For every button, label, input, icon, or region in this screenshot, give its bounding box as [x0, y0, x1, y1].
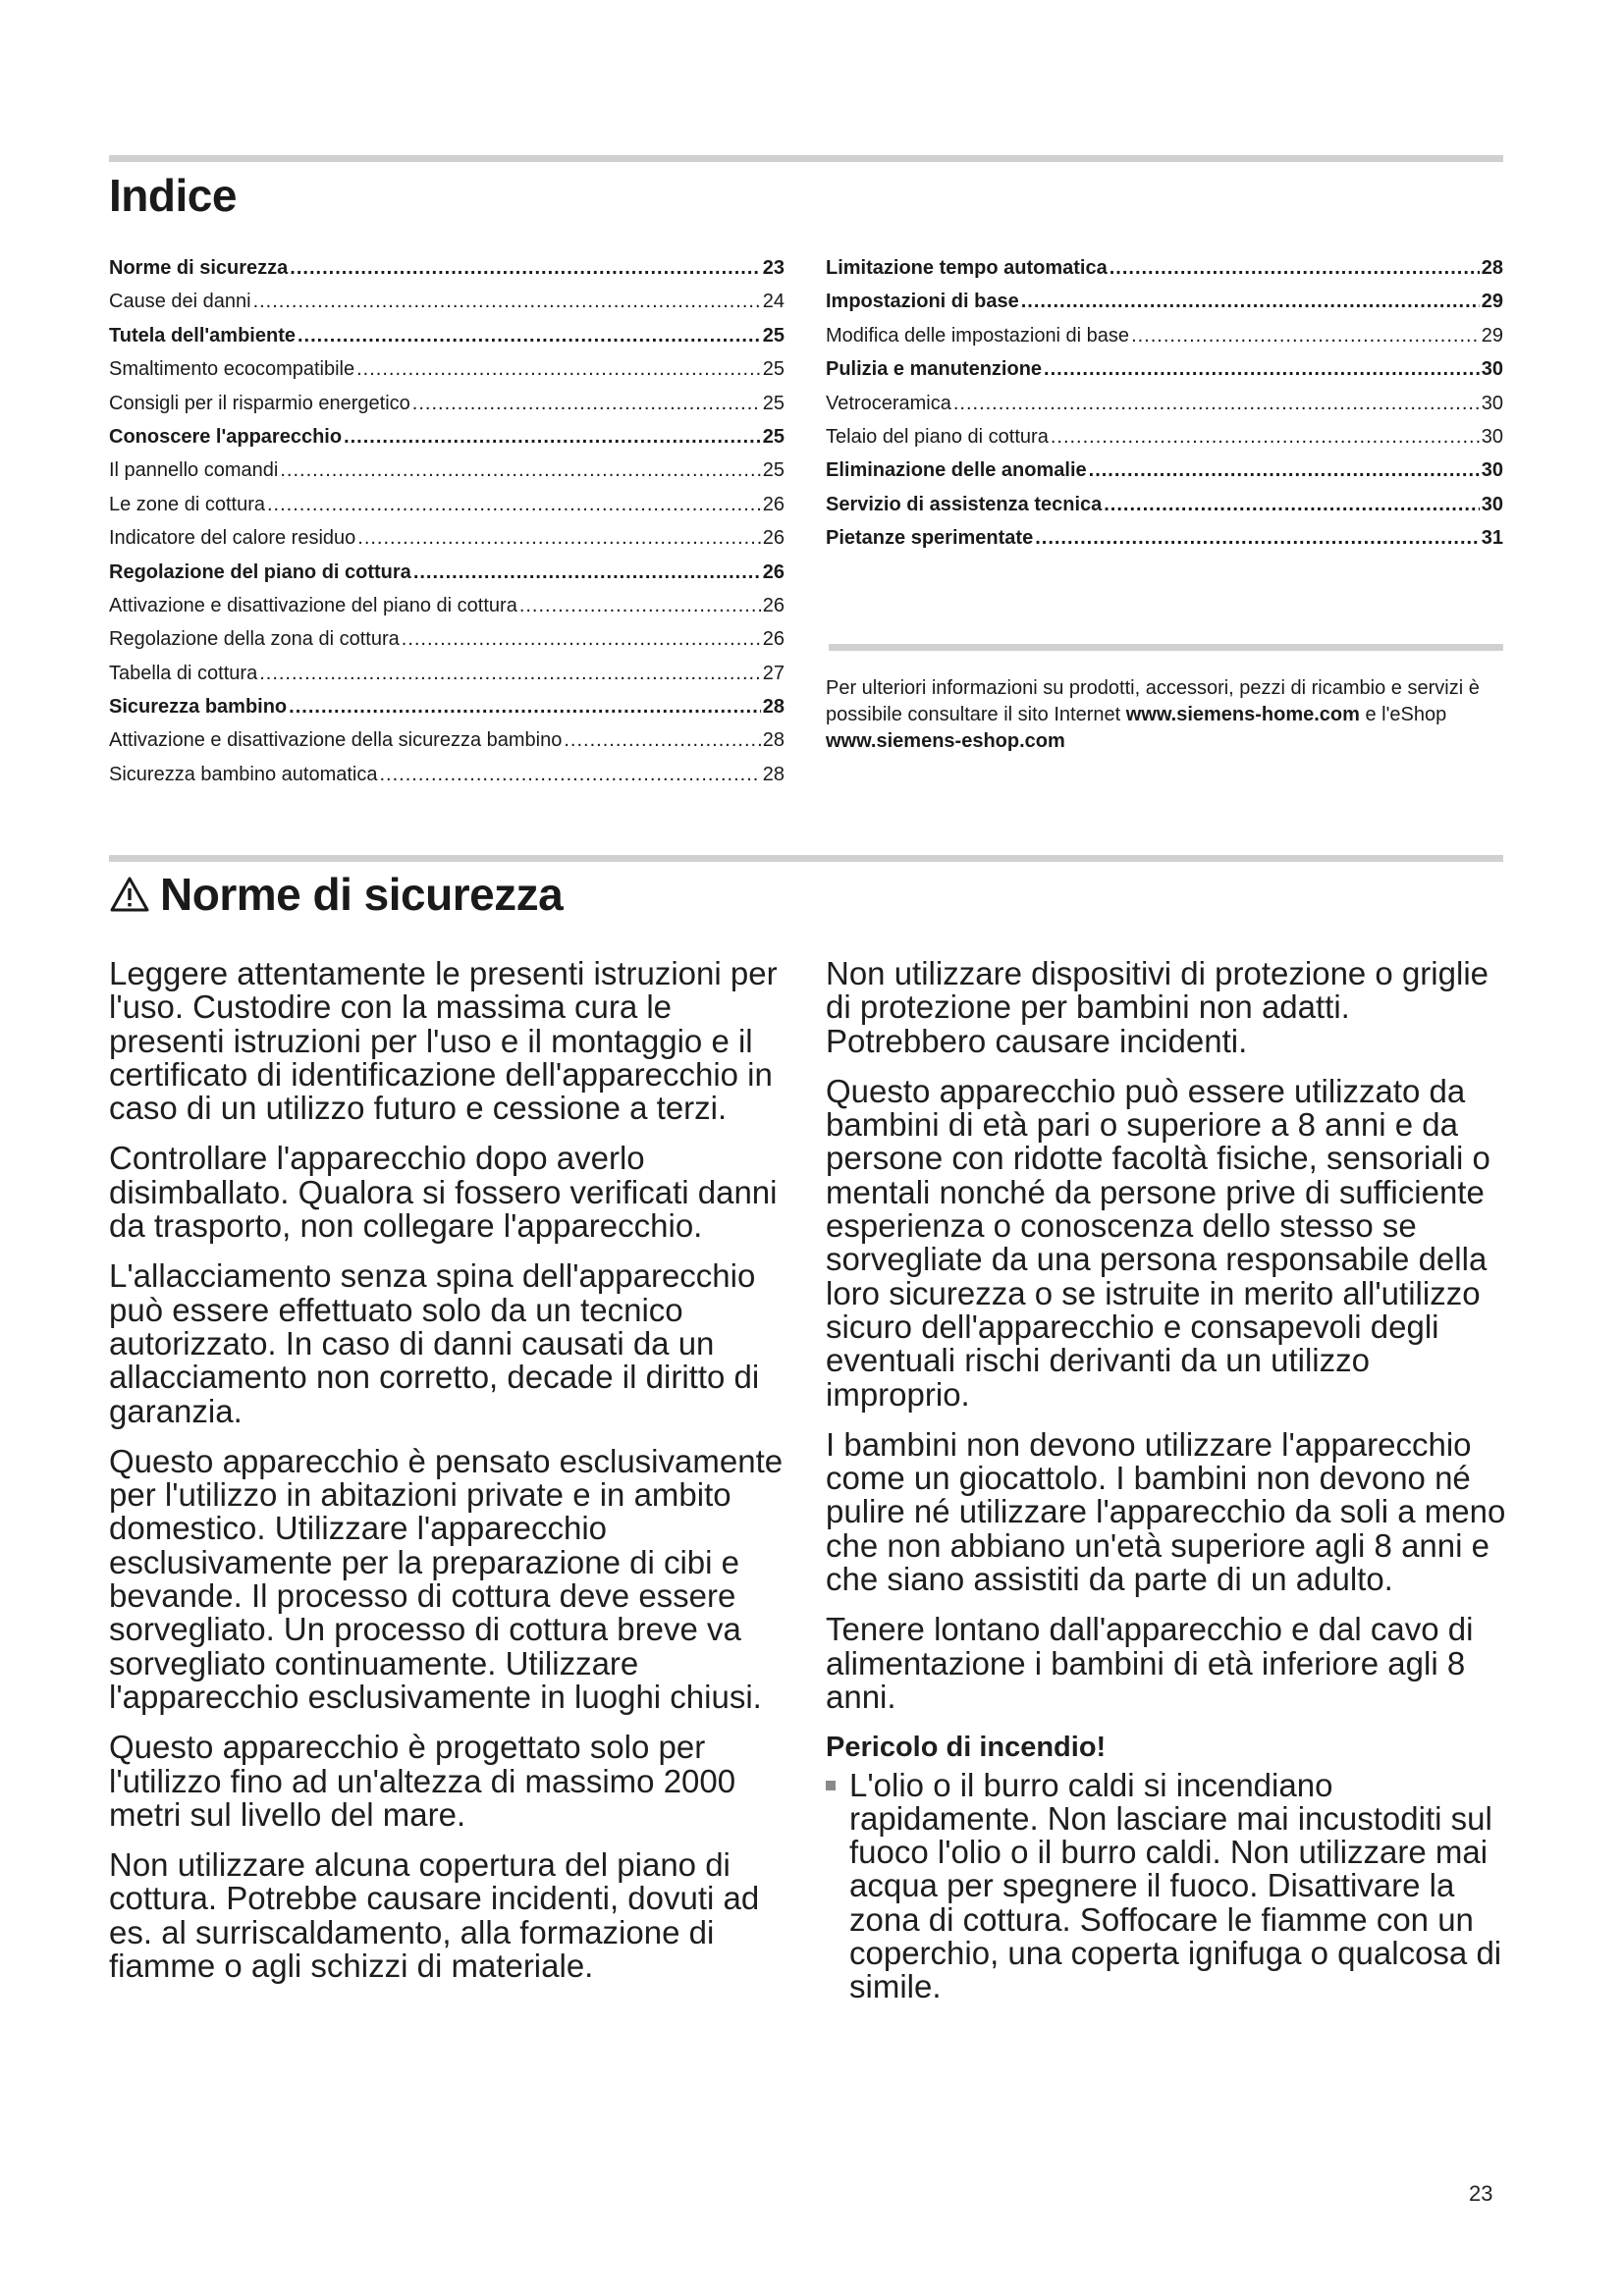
toc-entry[interactable]: Impostazioni di base ..... 29: [826, 291, 1503, 324]
toc-entry[interactable]: Attivazione e disattivazione del piano di cottura ..... 26: [109, 595, 785, 628]
paragraph: Questo apparecchio può essere utilizzato da bambini di età pari o superiore a 8 anni e da persone con ridotte facoltà fisiche, sensoriali o mentali nonché da persone prive di sufficiente esperienza o conoscenza dello stesso se sorvegliate da una persona responsabile della loro sicurezza o se istruite in merito all'utilizzo sicuro dell'apparecchio e consapevoli degli eventuali rischi derivanti da un utilizzo improprio.: [826, 1072, 1490, 1413]
paragraph: Controllare l'apparecchio dopo averlo disimballato. Qualora si fossero verificati danni da trasporto, non collegare l'apparecchio.: [109, 1140, 778, 1245]
toc-entry[interactable]: Norme di sicurezza ..... 23: [109, 257, 785, 291]
index-title: Indice: [109, 170, 237, 221]
toc-entry[interactable]: Pietanze sperimentate ..... 31: [826, 527, 1503, 561]
siemens-eshop-link[interactable]: www.siemens-eshop.com: [826, 730, 1065, 752]
toc-entry[interactable]: Consigli per il risparmio energetico ..... 25: [109, 393, 785, 426]
paragraph: Questo apparecchio è progettato solo per l'utilizzo fino ad un'altezza di massimo 2000 metri sul livello del mare.: [109, 1729, 736, 1833]
toc-entry[interactable]: Pulizia e manutenzione ..... 30: [826, 358, 1503, 392]
paragraph: Questo apparecchio è pensato esclusivamente per l'utilizzo in abitazioni private e in ambito domestico. Utilizzare l'apparecchio esclusivamente per la preparazione di cibi e bevande. Il processo di cottura deve essere sorvegliato. Un processo di cottura breve va sorvegliato continuamente. Utilizzare l'apparecchio esclusivamente in luoghi chiusi.: [109, 1442, 784, 1715]
toc-entry[interactable]: Vetroceramica ..... 30: [826, 393, 1503, 426]
warning-triangle-icon: [109, 876, 150, 913]
list-item: L'olio o il burro caldi si incendiano rapidamente. Non lasciare mai incustoditi sul fuoco l'olio o il burro caldi. Non utilizzare mai acqua per spegnere il fuoco. Disattivare la zona di cottura. Soffocare le fiamme con un coperchio, una coperta ignifuga o qualcosa di simile.: [826, 1769, 1513, 2004]
toc-entry[interactable]: Regolazione della zona di cottura ..... 26: [109, 628, 785, 662]
toc-entry[interactable]: Eliminazione delle anomalie ..... 30: [826, 459, 1503, 493]
toc-entry[interactable]: Modifica delle impostazioni di base ..... 29: [826, 325, 1503, 358]
safety-right-column: [826, 957, 1513, 2004]
section-divider: [109, 855, 1503, 862]
toc-entry[interactable]: Conoscere l'apparecchio ..... 25: [109, 426, 785, 459]
toc-entry[interactable]: Servizio di assistenza tecnica ..... 30: [826, 494, 1503, 527]
toc-entry[interactable]: Smaltimento ecocompatibile ..... 25: [109, 358, 785, 392]
toc-entry[interactable]: Limitazione tempo automatica ..... 28: [826, 257, 1503, 291]
toc-right-column: [826, 257, 1503, 561]
paragraph: L'allacciamento senza spina dell'apparecchio può essere effettuato solo da un tecnico autorizzato. In caso di danni causati da un allacciamento non corretto, decade il diritto di garanzia.: [109, 1257, 760, 1429]
paragraph: Non utilizzare alcuna copertura del piano di cottura. Potrebbe causare incidenti, dovuti ad es. al surriscaldamento, alla formazione di fiamme o agli schizzi di materiale.: [109, 1846, 760, 1985]
toc-entry[interactable]: Sicurezza bambino automatica ..... 28: [109, 764, 785, 797]
paragraph: Leggere attentamente le presenti istruzioni per l'uso. Custodire con la massima cura le presenti istruzioni per l'uso e il montaggio e il certificato di identificazione dell'apparecchio in caso di un utilizzo futuro e cessione a terzi.: [109, 955, 778, 1127]
paragraph: I bambini non devono utilizzare l'apparecchio come un giocattolo. I bambini non devono né pulire né utilizzare l'apparecchio da soli a meno che non abbiano un'età superiore agli 8 anni e che siano assistiti da parte di un adulto.: [826, 1425, 1506, 1598]
top-divider: [109, 155, 1503, 162]
toc-entry[interactable]: Indicatore del calore residuo ..... 26: [109, 527, 785, 561]
toc-left-column: [109, 257, 785, 797]
toc-entry[interactable]: Regolazione del piano di cottura ..... 26: [109, 561, 785, 595]
safety-left-column: [109, 957, 786, 2000]
paragraph: Non utilizzare dispositivi di protezione o griglie di protezione per bambini non adatti. Potrebbero causare incidenti.: [826, 955, 1489, 1059]
more-info-text: Per ulteriori informazioni su prodotti, accessori, pezzi di ricambio e servizi è possibile consultare il sito Internet www.siemens-home.com e l'eShop www.siemens-eshop.com: [826, 677, 1480, 752]
siemens-home-link[interactable]: www.siemens-home.com: [1125, 704, 1360, 725]
toc-entry[interactable]: Attivazione e disattivazione della sicurezza bambino ..... 28: [109, 729, 785, 763]
toc-entry[interactable]: Cause dei danni ..... 24: [109, 291, 785, 324]
toc-entry[interactable]: Sicurezza bambino ..... 28: [109, 696, 785, 729]
paragraph: Tenere lontano dall'apparecchio e dal cavo di alimentazione i bambini di età inferiore agli 8 anni.: [826, 1611, 1474, 1715]
toc-entry[interactable]: Telaio del piano di cottura ..... 30: [826, 426, 1503, 459]
safety-title: Norme di sicurezza: [109, 868, 563, 921]
toc-entry[interactable]: Le zone di cottura ..... 26: [109, 494, 785, 527]
info-divider: [829, 644, 1503, 651]
bullet-square-icon: [826, 1769, 849, 2004]
toc-entry[interactable]: Tutela dell'ambiente ..... 25: [109, 325, 785, 358]
toc-entry[interactable]: Tabella di cottura ..... 27: [109, 663, 785, 696]
toc-entry[interactable]: Il pannello comandi ..... 25: [109, 459, 785, 493]
page-number: 23: [1469, 2181, 1493, 2206]
fire-hazard-heading: Pericolo di incendio!: [826, 1732, 1107, 1764]
